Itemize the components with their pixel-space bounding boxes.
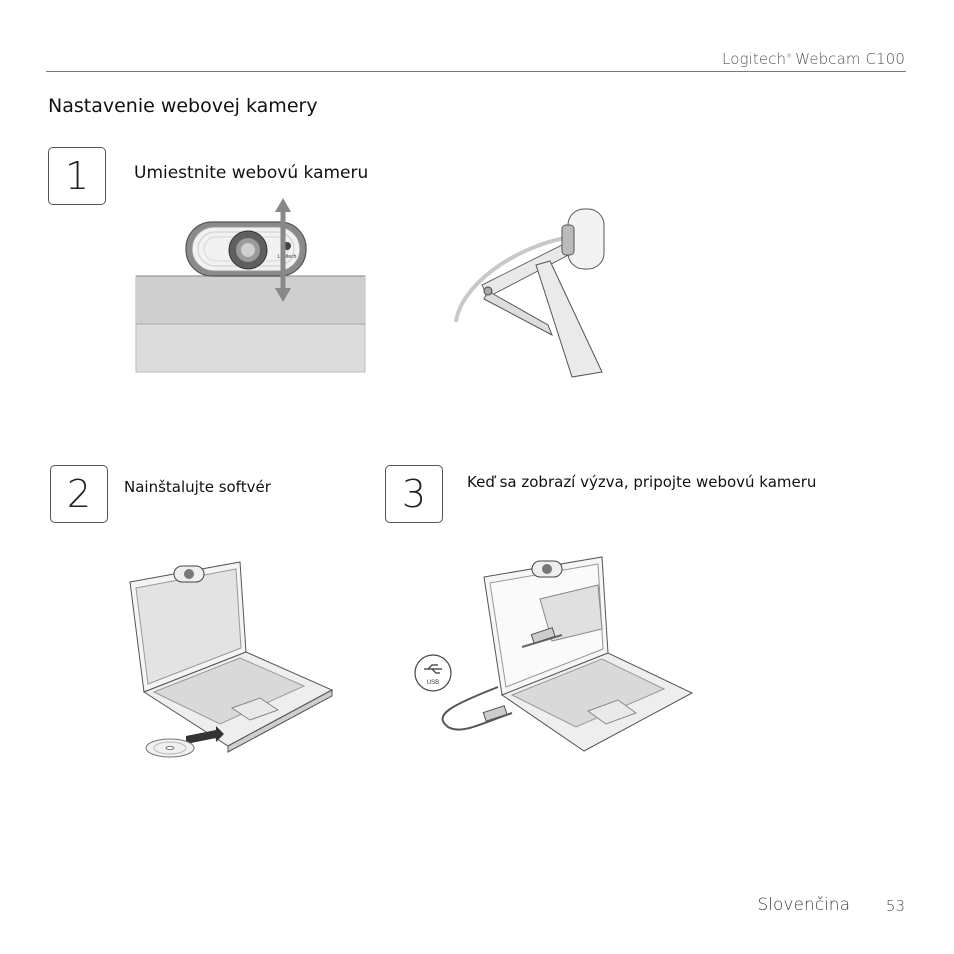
section-title: Nastavenie webovej kamery	[48, 95, 318, 117]
webcam-icon	[174, 566, 204, 582]
footer-language: Slovenčina	[757, 895, 850, 915]
header-divider	[46, 71, 906, 72]
step-3-label: Keď sa zobrazí výzva, pripojte webovú kameru	[467, 473, 817, 491]
header-brand	[722, 50, 905, 68]
cd-icon	[146, 739, 194, 757]
usb-label: USB	[426, 680, 440, 686]
webcam-on-monitor-illustration	[134, 196, 369, 376]
step-1-label: Umiestnite webovú kameru	[134, 163, 369, 183]
step-2-label: Nainštalujte softvér	[124, 478, 271, 496]
laptop-icon	[484, 557, 692, 751]
usb-icon	[415, 655, 451, 691]
webcam-icon	[532, 561, 562, 577]
laptop-install-illustration	[128, 560, 338, 760]
step-2-number: 2	[50, 465, 108, 523]
webcam-clip-side-illustration	[452, 207, 612, 387]
page-number: 53	[885, 897, 905, 915]
product-name: Webcam C100	[795, 50, 905, 68]
webcam-icon	[186, 222, 306, 276]
step-3-number: 3	[385, 465, 443, 523]
step-1-number: 1	[48, 147, 106, 205]
webcam-logo: Logitech	[277, 254, 297, 260]
laptop-connect-illustration	[412, 555, 702, 755]
laptop-icon	[130, 562, 332, 752]
registered-mark: ®	[786, 53, 793, 60]
brand-name: Logitech	[722, 50, 787, 68]
